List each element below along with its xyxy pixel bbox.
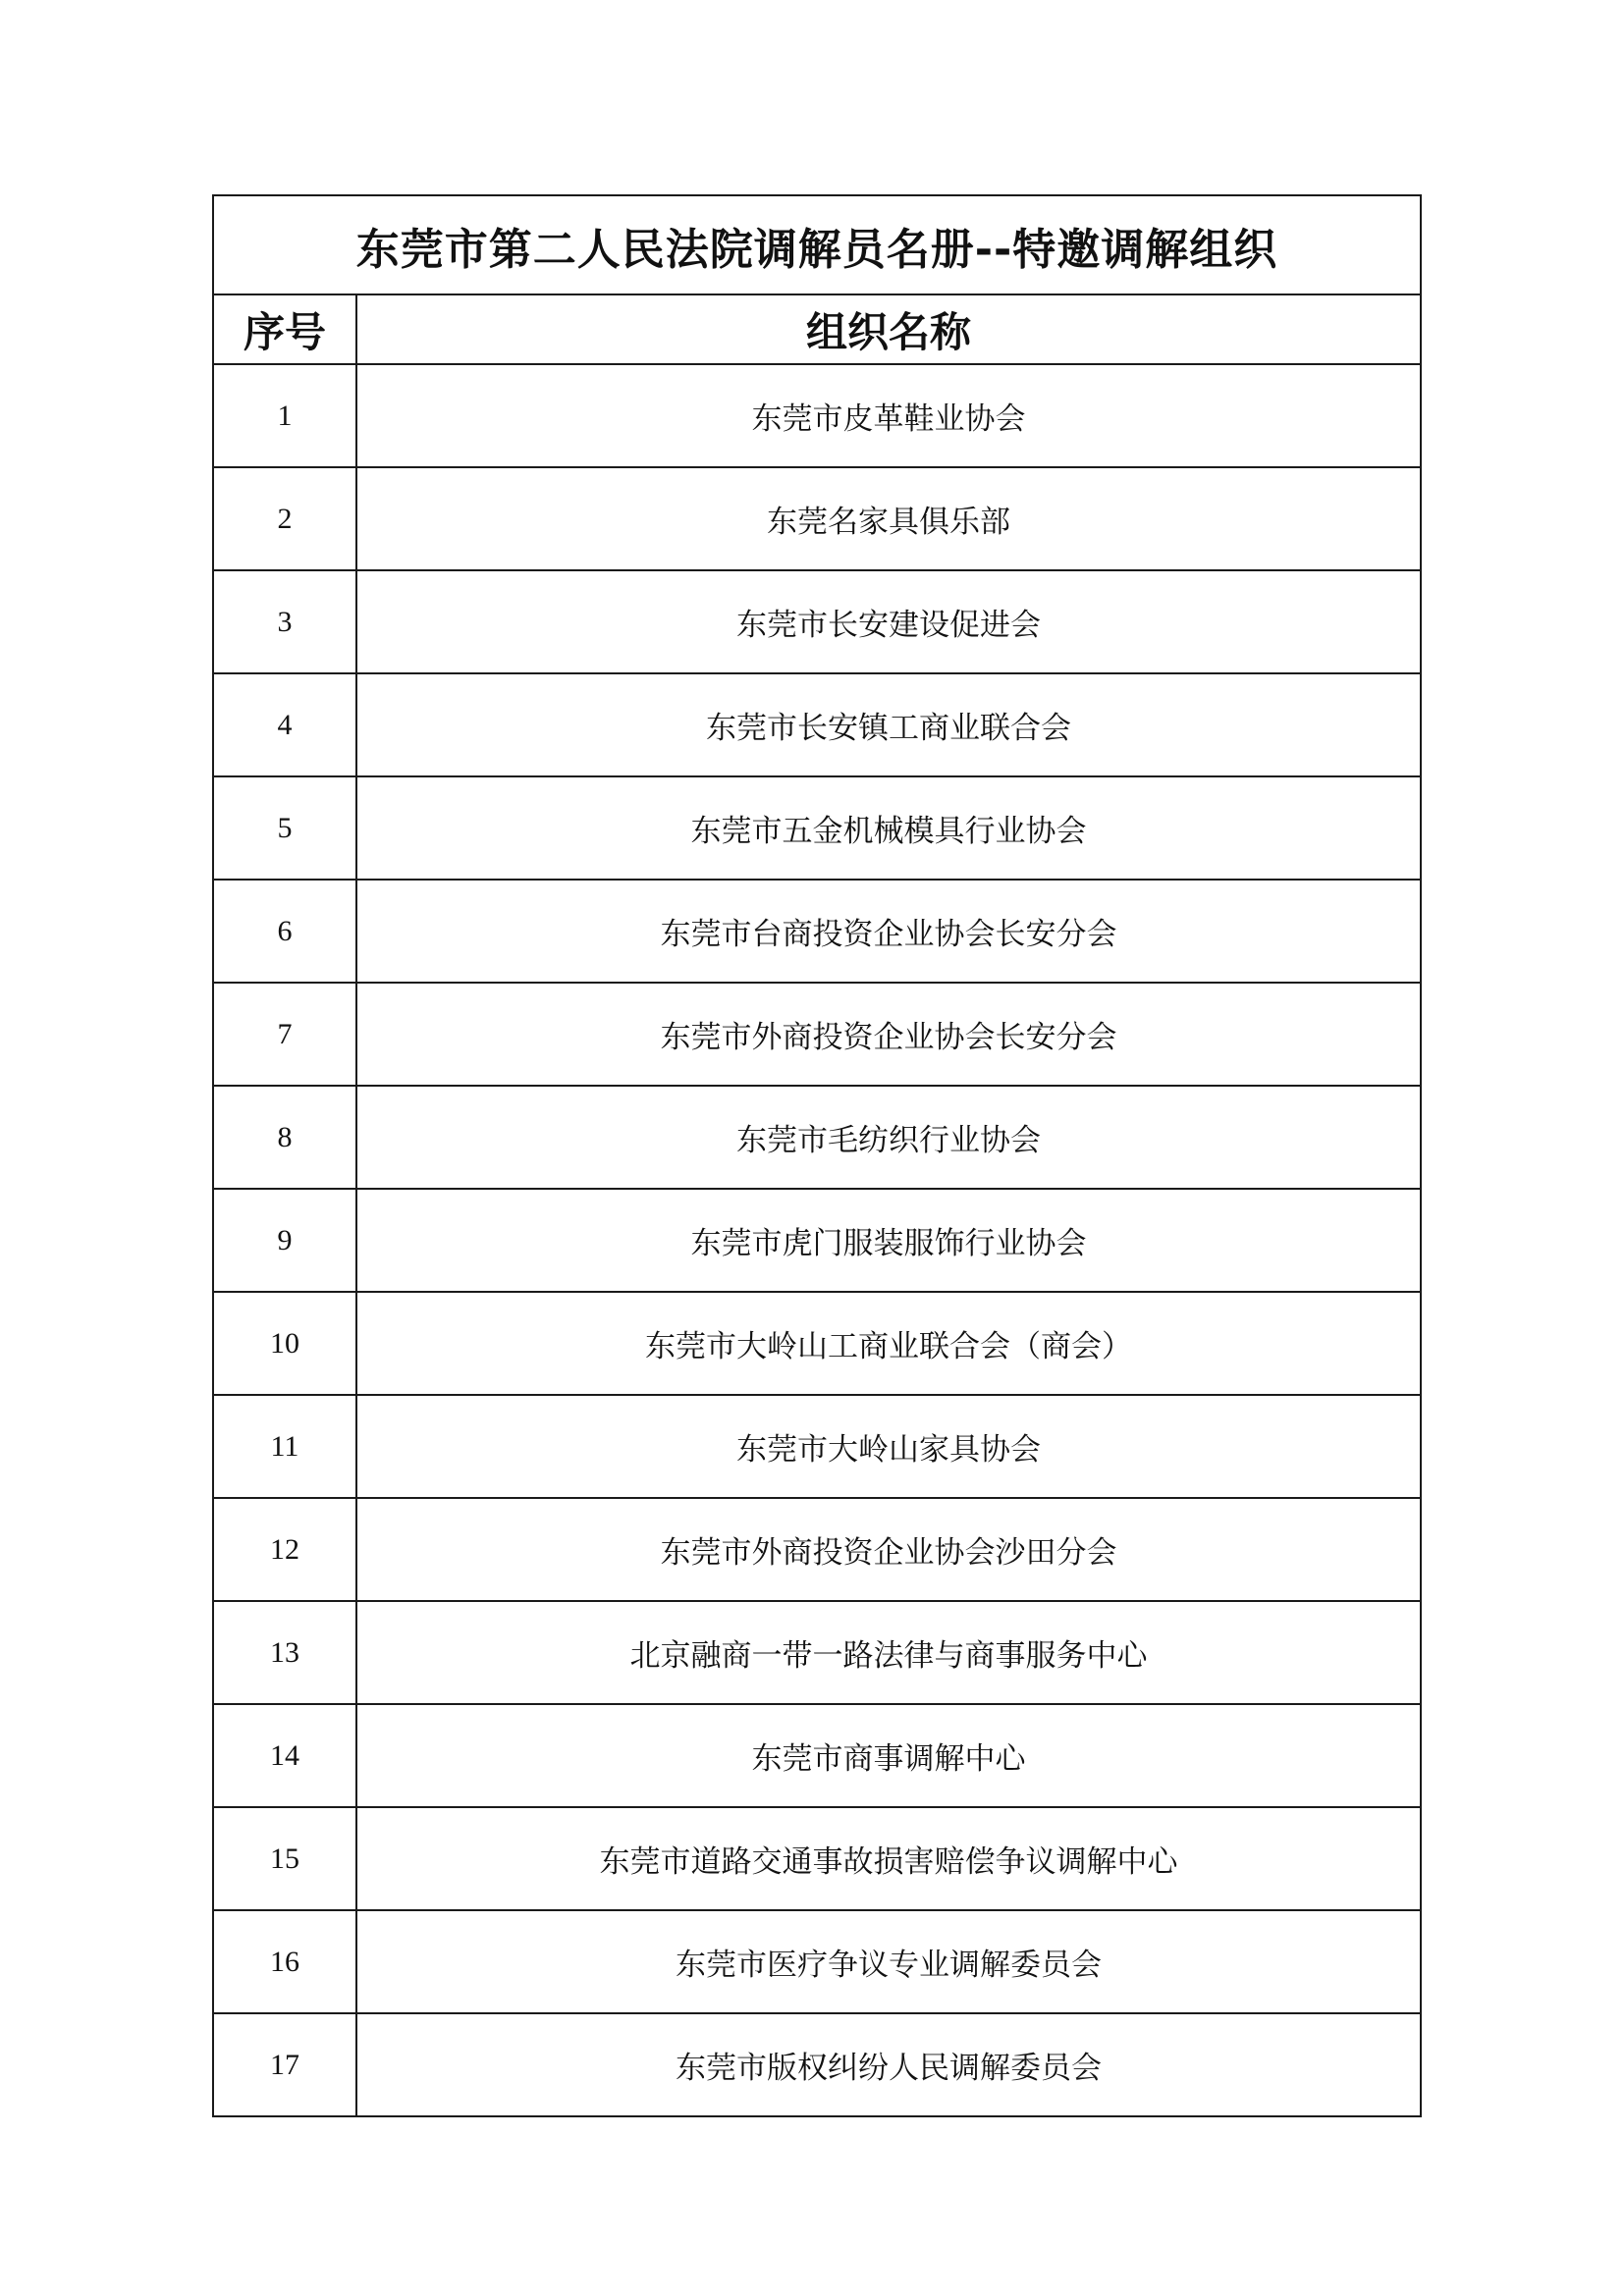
row-organization-name: 东莞市长安镇工商业联合会 [356, 673, 1421, 776]
table-row [213, 1704, 1421, 1807]
row-organization-name: 东莞市五金机械模具行业协会 [356, 776, 1421, 880]
row-seq-number: 13 [213, 1601, 356, 1704]
row-seq-number: 9 [213, 1189, 356, 1292]
mediation-organization-table [212, 194, 1422, 2117]
row-seq-number: 2 [213, 467, 356, 570]
row-seq-number: 11 [213, 1395, 356, 1498]
table-row [213, 983, 1421, 1086]
row-seq-number: 12 [213, 1498, 356, 1601]
row-seq-number: 3 [213, 570, 356, 673]
table-row [213, 570, 1421, 673]
row-organization-name: 东莞市毛纺织行业协会 [356, 1086, 1421, 1189]
row-organization-name: 东莞市台商投资企业协会长安分会 [356, 880, 1421, 983]
row-seq-number: 17 [213, 2013, 356, 2116]
document-title: 东莞市第二人民法院调解员名册--特邀调解组织 [213, 195, 1421, 294]
title-row [213, 195, 1421, 294]
table-row [213, 1807, 1421, 1910]
row-organization-name: 东莞市大岭山家具协会 [356, 1395, 1421, 1498]
table-row [213, 467, 1421, 570]
row-seq-number: 10 [213, 1292, 356, 1395]
table-row [213, 673, 1421, 776]
table-row [213, 880, 1421, 983]
column-header-name: 组织名称 [356, 294, 1421, 364]
row-seq-number: 5 [213, 776, 356, 880]
row-seq-number: 7 [213, 983, 356, 1086]
row-seq-number: 16 [213, 1910, 356, 2013]
table-row [213, 1189, 1421, 1292]
table-row [213, 1086, 1421, 1189]
row-seq-number: 1 [213, 364, 356, 467]
row-organization-name: 东莞市外商投资企业协会沙田分会 [356, 1498, 1421, 1601]
table-row [213, 1910, 1421, 2013]
header-row [213, 294, 1421, 364]
row-seq-number: 4 [213, 673, 356, 776]
table-row [213, 1601, 1421, 1704]
row-organization-name: 东莞市虎门服装服饰行业协会 [356, 1189, 1421, 1292]
row-organization-name: 东莞市外商投资企业协会长安分会 [356, 983, 1421, 1086]
table-body [213, 195, 1421, 2116]
row-organization-name: 东莞市商事调解中心 [356, 1704, 1421, 1807]
table-row [213, 2013, 1421, 2116]
row-organization-name: 东莞名家具俱乐部 [356, 467, 1421, 570]
row-seq-number: 15 [213, 1807, 356, 1910]
row-organization-name: 东莞市长安建设促进会 [356, 570, 1421, 673]
row-organization-name: 东莞市大岭山工商业联合会（商会） [356, 1292, 1421, 1395]
table-row [213, 1292, 1421, 1395]
column-header-seq: 序号 [213, 294, 356, 364]
table-row [213, 364, 1421, 467]
row-organization-name: 东莞市皮革鞋业协会 [356, 364, 1421, 467]
row-organization-name: 东莞市道路交通事故损害赔偿争议调解中心 [356, 1807, 1421, 1910]
row-seq-number: 8 [213, 1086, 356, 1189]
table-row [213, 1498, 1421, 1601]
row-organization-name: 东莞市版权纠纷人民调解委员会 [356, 2013, 1421, 2116]
table-row [213, 1395, 1421, 1498]
row-seq-number: 6 [213, 880, 356, 983]
table-row [213, 776, 1421, 880]
row-seq-number: 14 [213, 1704, 356, 1807]
row-organization-name: 东莞市医疗争议专业调解委员会 [356, 1910, 1421, 2013]
row-organization-name: 北京融商一带一路法律与商事服务中心 [356, 1601, 1421, 1704]
